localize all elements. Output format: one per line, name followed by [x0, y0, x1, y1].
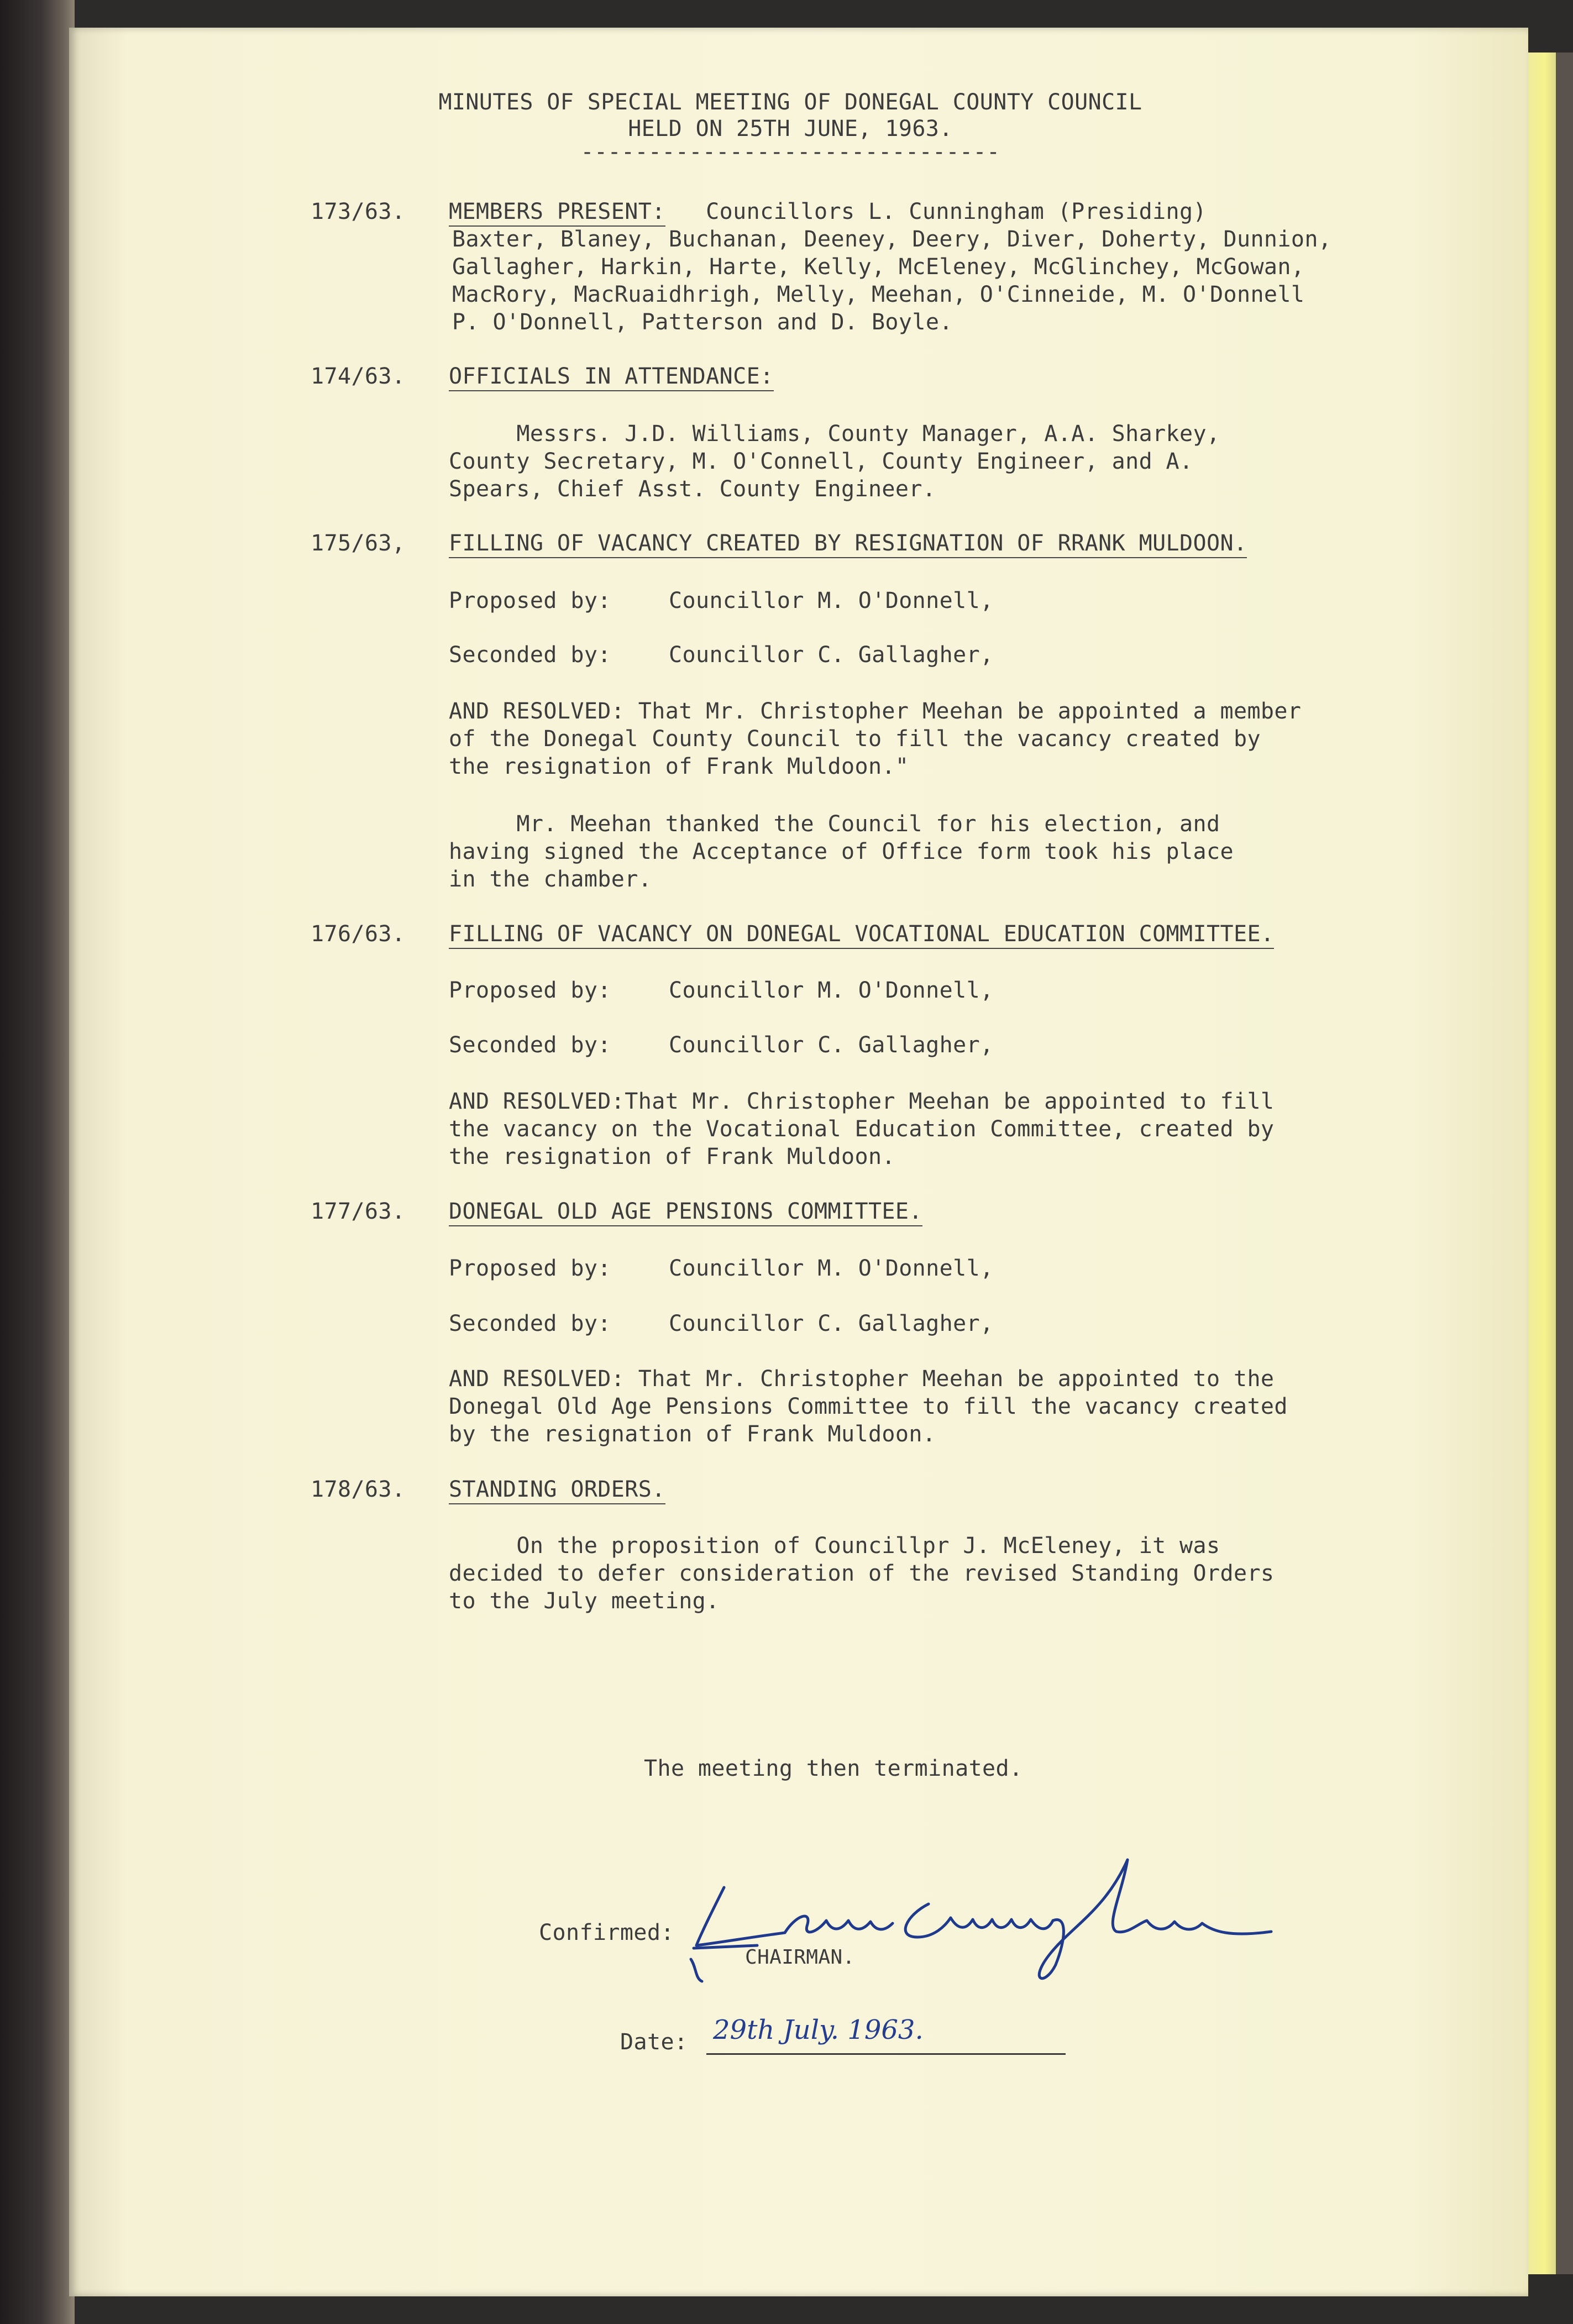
item-heading-pensions-committee: DONEGAL OLD AGE PENSIONS COMMITTEE.	[449, 1198, 922, 1225]
page-edge-shadow	[1556, 53, 1573, 2274]
resolution-line: by the resignation of Frank Muldoon.	[449, 1421, 936, 1447]
officials-line: Spears, Chief Asst. County Engineer.	[449, 476, 936, 502]
item-heading-standing-orders: STANDING ORDERS.	[449, 1476, 665, 1503]
title-rule: -------------------------------	[580, 139, 1000, 165]
resolution-line: the vacancy on the Vocational Education Committee, created by	[449, 1116, 1275, 1142]
seconded-label: Seconded by:	[449, 642, 611, 668]
proposed-value: Councillor M. O'Donnell,	[669, 978, 994, 1003]
members-line: Gallagher, Harkin, Harte, Kelly, McEleney, McGlinchey, McGowan,	[452, 254, 1305, 280]
note-line: Mr. Meehan thanked the Council for his election, and	[449, 811, 1220, 837]
resolution-line: Donegal Old Age Pensions Committee to fill the vacancy created	[449, 1394, 1288, 1419]
proposed-label: Proposed by:	[449, 1256, 611, 1281]
proposed-value: Councillor M. O'Donnell,	[669, 1256, 994, 1281]
item-number-178: 178/63.	[311, 1477, 406, 1502]
note-line: in the chamber.	[449, 867, 652, 892]
title-line-2: HELD ON 25TH JUNE, 1963.	[628, 116, 953, 141]
resolution-line: of the Donegal County Council to fill the vacancy created by	[449, 726, 1261, 752]
item-number-174: 174/63.	[311, 364, 406, 389]
resolution-line: the resignation of Frank Muldoon."	[449, 754, 909, 779]
item-heading-vocational-committee: FILLING OF VACANCY ON DONEGAL VOCATIONAL EDUCATION COMMITTEE.	[449, 920, 1274, 948]
item-heading-vacancy-council: FILLING OF VACANCY CREATED BY RESIGNATION OF RRANK MULDOON.	[449, 529, 1247, 557]
confirmed-label: Confirmed:	[539, 1920, 674, 1945]
date-underline	[706, 2053, 1066, 2055]
item-number-177: 177/63.	[311, 1199, 406, 1224]
standing-orders-line: On the proposition of Councillpr J. McEleney, it was	[449, 1533, 1220, 1559]
seconded-value: Councillor C. Gallagher,	[669, 1032, 994, 1058]
chairman-label: CHAIRMAN.	[745, 1946, 855, 1969]
resolution-line: AND RESOLVED: That Mr. Christopher Meehan be appointed to the	[449, 1366, 1275, 1392]
resolution-line: the resignation of Frank Muldoon.	[449, 1144, 895, 1169]
officials-line: County Secretary, M. O'Connell, County Engineer, and A.	[449, 449, 1193, 474]
resolution-line: AND RESOLVED:That Mr. Christopher Meehan be appointed to fill	[449, 1089, 1275, 1114]
date-label: Date:	[620, 2029, 688, 2055]
standing-orders-line: decided to defer consideration of the revised Standing Orders	[449, 1561, 1275, 1586]
seconded-label: Seconded by:	[449, 1032, 611, 1058]
seconded-label: Seconded by:	[449, 1311, 611, 1336]
officials-line: Messrs. J.D. Williams, County Manager, A.A. Sharkey,	[449, 421, 1220, 447]
date-value: 29th July. 1963.	[713, 2015, 924, 2045]
members-line: MacRory, MacRuaidhrigh, Melly, Meehan, O'Cinneide, M. O'Donnell	[452, 282, 1305, 307]
standing-orders-line: to the July meeting.	[449, 1588, 720, 1614]
resolution-line: AND RESOLVED: That Mr. Christopher Meehan be appointed a member	[449, 699, 1302, 724]
closing-statement: The meeting then terminated.	[644, 1756, 1023, 1781]
book-binding	[0, 0, 75, 2324]
members-line: P. O'Donnell, Patterson and D. Boyle.	[452, 309, 953, 335]
seconded-value: Councillor C. Gallagher,	[669, 1311, 994, 1336]
item-heading-members-present: MEMBERS PRESENT: Councillors L. Cunningham (Presiding)	[449, 198, 1207, 225]
item-number-175: 175/63,	[311, 531, 406, 556]
item-number-173: 173/63.	[311, 199, 406, 224]
proposed-label: Proposed by:	[449, 978, 611, 1003]
proposed-label: Proposed by:	[449, 588, 611, 613]
item-number-176: 176/63.	[311, 921, 406, 947]
page-edge	[1528, 53, 1556, 2274]
item-heading-officials: OFFICIALS IN ATTENDANCE:	[449, 363, 774, 390]
note-line: having signed the Acceptance of Office form took his place	[449, 839, 1234, 864]
members-line: Baxter, Blaney, Buchanan, Deeney, Deery, Diver, Doherty, Dunnion,	[452, 227, 1332, 252]
seconded-value: Councillor C. Gallagher,	[669, 642, 994, 668]
title-line-1: MINUTES OF SPECIAL MEETING OF DONEGAL COUNTY COUNCIL	[438, 90, 1142, 115]
proposed-value: Councillor M. O'Donnell,	[669, 588, 994, 613]
